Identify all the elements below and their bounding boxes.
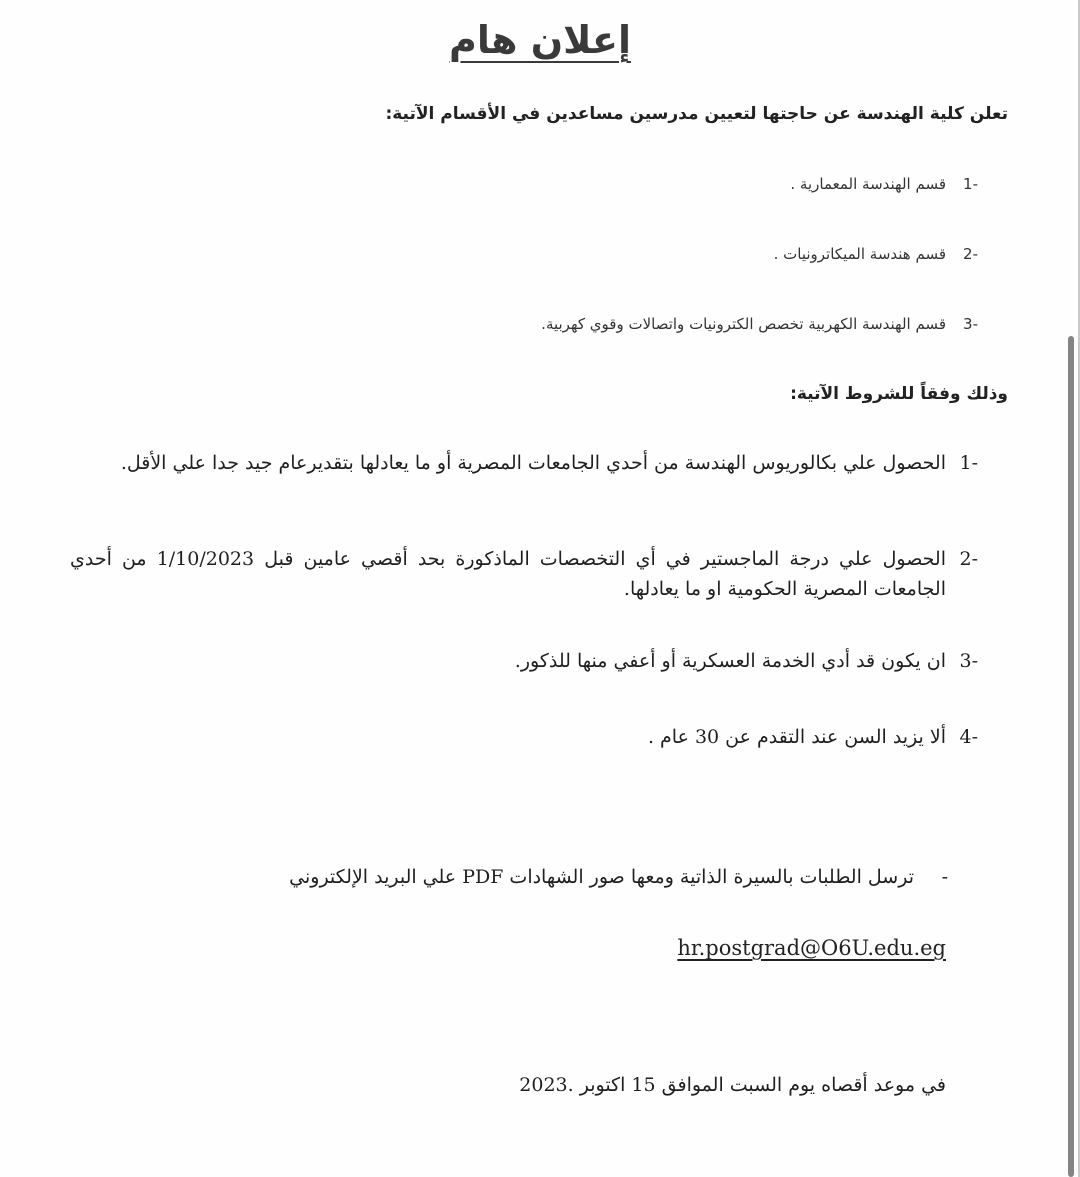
list-item-text: الحصول علي بكالوريوس الهندسة من أحدي الجامعات المصرية أو ما يعادلها بتقديرعام جيد جدا علي الأقل. <box>120 452 946 474</box>
conditions-list <box>70 448 978 762</box>
email-link[interactable]: hr.postgrad@O6U.edu.eg <box>677 936 946 960</box>
list-item <box>278 308 978 378</box>
list-item-number: -1 <box>959 452 978 474</box>
conditions-heading: وذلك وفقاً للشروط الآتية: <box>790 384 1008 404</box>
list-item-number: -3 <box>963 315 978 333</box>
list-item-text: قسم الهندسة الكهربية تخصص الكترونيات واتصالات وقوي كهربية. <box>541 315 946 333</box>
scrollbar[interactable] <box>1068 336 1074 1177</box>
list-item-text: قسم هندسة الميكاترونيات . <box>773 245 946 263</box>
departments-list <box>278 168 978 378</box>
list-item-number: -2 <box>959 548 978 570</box>
list-item <box>70 448 978 544</box>
list-item-text: ألا يزيد السن عند التقدم عن 30 عام . <box>647 726 946 748</box>
deadline-text: في موعد أقصاه يوم السبت الموافق 15 اكتوبر .2023 <box>519 1074 946 1096</box>
list-item-text: ان يكون قد أدي الخدمة العسكرية أو أعفي منها للذكور. <box>514 650 946 672</box>
list-item <box>70 722 978 762</box>
list-item <box>70 646 978 722</box>
list-item <box>278 168 978 238</box>
list-item-number: -1 <box>963 175 978 193</box>
list-item-number: -2 <box>963 245 978 263</box>
submission-instructions: ترسل الطلبات بالسيرة الذاتية ومعها صور الشهادات PDF علي البريد الإلكتروني <box>289 866 914 888</box>
list-item <box>70 544 978 646</box>
list-item-number: -3 <box>959 650 978 672</box>
list-item-text: قسم الهندسة المعمارية . <box>790 175 946 193</box>
list-item <box>278 238 978 308</box>
list-item-text: الحصول علي درجة الماجستير في أي التخصصات الماذكورة بحد أقصي عامين قبل 1/10/2023 من أحدي الجامعات المصرية الحكومية او ما يعادلها. <box>70 548 947 600</box>
list-item-number: -4 <box>959 726 978 748</box>
bullet-dash: - <box>941 866 948 888</box>
announcement-title: إعلان هام <box>449 18 631 62</box>
intro-text: تعلن كلية الهندسة عن حاجتها لتعيين مدرسين مساعدين في الأقسام الآتية: <box>385 104 1008 124</box>
